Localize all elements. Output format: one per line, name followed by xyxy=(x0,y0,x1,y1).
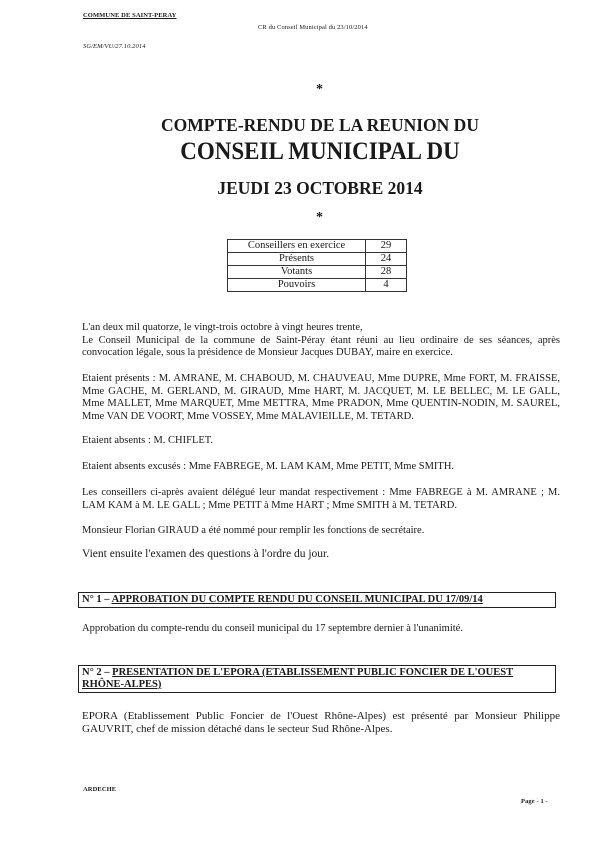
header-commune: COMMUNE DE SAINT-PERAY xyxy=(83,12,177,19)
presents-paragraph: Etaient présents : M. AMRANE, M. CHABOUD, M. CHAUVEAU, Mme DUPRE, Mme FORT, M. FRAISSE, Mme GACHE, M. GERLAND, M. GIRAUD, Mme HART, M. JACQUET, M. LE BELLEC, M. LE GALL, Mme MALLET, Mme MARQUET, Mme METTRA, Mme PRADON, Mme QUENTIN-NODIN, M. SAUREL, Mme VAN DE VOORT, Mme VOSSEY, Mme MALAVIEILLE, M. TETARD. xyxy=(82,373,560,422)
table-cell-value: 29 xyxy=(366,240,407,253)
star-ornament-top: * xyxy=(316,82,323,97)
footer-page-number: Page - 1 - xyxy=(521,798,548,805)
header-cr-title: CR du Conseil Municipal du 23/10/2014 xyxy=(258,24,368,31)
table-cell-label: Pouvoirs xyxy=(228,279,366,292)
mandats-paragraph: Les conseillers ci-après avaient délégué leur mandat respectivement : Mme FABREGE à M. AMRANE ; M. LAM KAM à M. LE GALL ; Mme PETIT à Mme HART ; Mme SMITH à M. TETARD. xyxy=(82,487,560,511)
table-cell-label: Présents xyxy=(228,253,366,266)
absents-paragraph: Etaient absents : M. CHIFLET. xyxy=(82,435,214,446)
table-cell-label: Conseillers en exercice xyxy=(228,240,366,253)
table-row xyxy=(228,253,407,266)
section-1-heading xyxy=(78,592,556,608)
table-cell-value: 4 xyxy=(366,279,407,292)
table-row xyxy=(228,266,407,279)
intro-paragraph xyxy=(82,322,560,360)
header-reference: SG/EM/VU/27.10.2014 xyxy=(83,43,146,50)
intro-text: Le Conseil Municipal de la commune de Saint-Péray étant réuni au lieu ordinaire de ses séances, après convocation légale, sous la présidence de Monsieur Jacques DUBAY, maire en exercice. xyxy=(82,334,560,358)
section-1-title: APPROBATION DU COMPTE RENDU DU CONSEIL MUNICIPAL DU 17/09/14 xyxy=(111,594,483,605)
section-2-text: EPORA (Etablissement Public Foncier de l'Ouest Rhône-Alpes) est présenté par Monsieur Philippe GAUVRIT, chef de mission détaché dans le secteur Sud Rhône-Alpes. xyxy=(82,710,560,735)
title-line-2: CONSEIL MUNICIPAL DU xyxy=(180,138,460,165)
section-1-number: N° 1 – xyxy=(82,594,112,605)
secretaire-paragraph: Monsieur Florian GIRAUD a été nommé pour remplir les fonctions de secrétaire. xyxy=(82,525,425,536)
title-line-1: COMPTE-RENDU DE LA REUNION DU xyxy=(161,115,479,135)
attendance-table xyxy=(227,239,407,292)
excuses-paragraph: Etaient absents excusés : Mme FABREGE, M. LAM KAM, Mme PETIT, Mme SMITH. xyxy=(82,461,455,472)
intro-line: L'an deux mil quatorze, le vingt-trois octobre à vingt heures trente, xyxy=(82,322,363,333)
title-line-3: JEUDI 23 OCTOBRE 2014 xyxy=(217,178,423,198)
table-cell-value: 28 xyxy=(366,266,407,279)
table-cell-value: 24 xyxy=(366,253,407,266)
table-row xyxy=(228,240,407,253)
table-row xyxy=(228,279,407,292)
section-2-heading xyxy=(78,665,556,693)
section-2-number: N° 2 – xyxy=(82,667,113,678)
table-cell-label: Votants xyxy=(228,266,366,279)
section-2-title: PRESENTATION DE L'EPORA (ETABLISSEMENT PUBLIC FONCIER DE L'OUEST RHÔNE-ALPES) xyxy=(82,667,514,690)
examen-paragraph: Vient ensuite l'examen des questions à l'ordre du jour. xyxy=(82,548,330,560)
section-1-text: Approbation du compte-rendu du conseil municipal du 17 septembre dernier à l'unanimité. xyxy=(82,623,463,634)
footer-department: ARDECHE xyxy=(83,786,117,793)
star-ornament-bottom: * xyxy=(316,210,323,225)
